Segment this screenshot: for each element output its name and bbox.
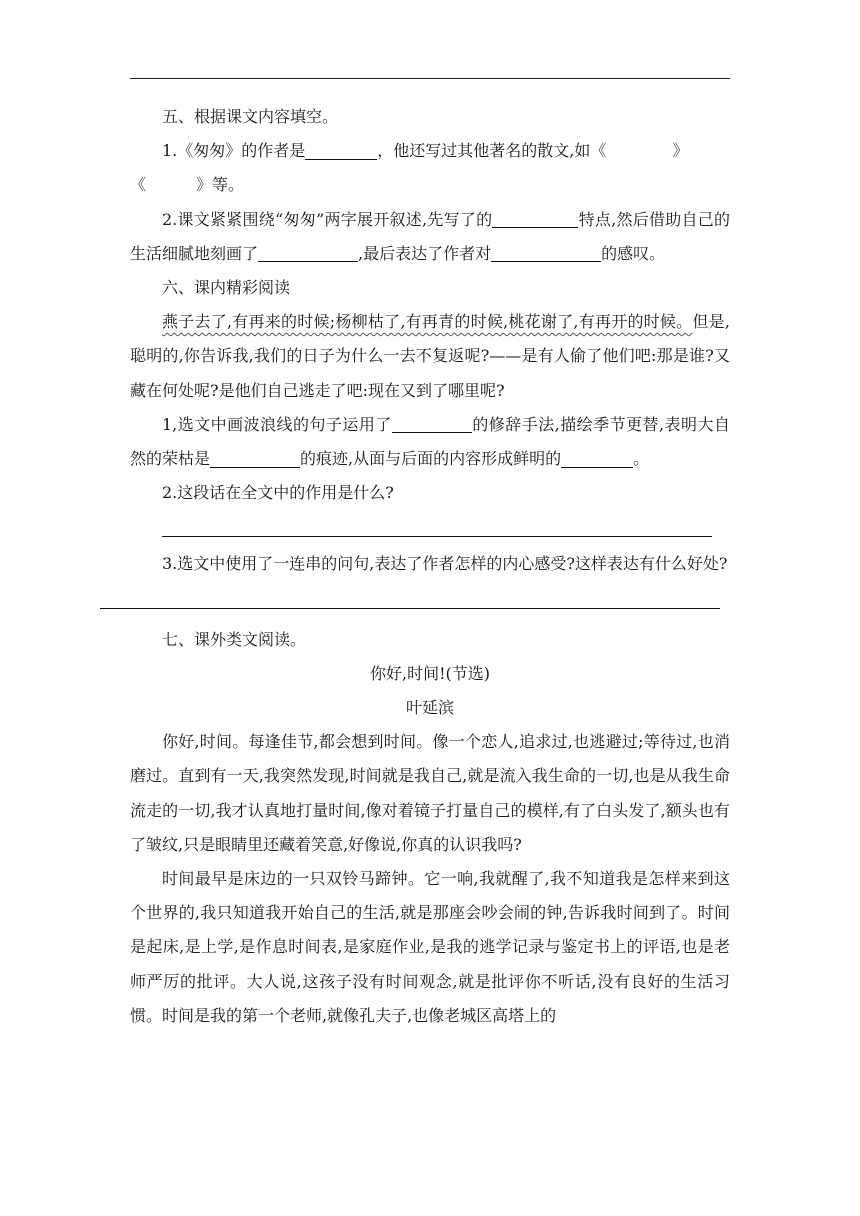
q1-text-d: 《 (130, 175, 147, 195)
answer-blank[interactable] (561, 450, 633, 468)
section-5-question-2 (130, 203, 730, 271)
answer-line[interactable] (162, 510, 712, 537)
section-6-title: 六、课内精彩阅读 (162, 278, 291, 298)
section-6-question-1 (130, 408, 730, 476)
header-rule (130, 78, 730, 79)
answer-line[interactable] (100, 582, 720, 609)
wavy-underlined-sentence: 燕子去了,有再来的时候;杨柳枯了,有再青的时候,桃花谢了,有再开的时候。 (162, 312, 693, 332)
article-paragraph-1: 你好,时间。每逢佳节,都会想到时间。像一个恋人,追求过,也逃避过;等待过,也消磨过。直到有一天,我突然发现,时间就是我自己,就是流入我生命的一切,也是从我生命流走的一切,我才认真地打量时间,像对着镜子打量自己的模样,有了白头发了,额头也有了皱纹,只是眼睛里还藏着笑意,好像说,你真的认识我吗? (130, 732, 730, 854)
q1-text-a: 1.《匆匆》的作者是 (162, 141, 306, 161)
article-author: 叶延滨 (405, 698, 454, 718)
answer-blank[interactable] (305, 142, 377, 160)
reading-passage (130, 305, 730, 408)
worksheet-content (130, 100, 730, 1033)
passage-rest: 但是,聪明的,你告诉我,我们的日子为什么一去不复返呢?——是有人偷了他们吧:那是谁?又藏在何处呢?是他们自己逃走了吧:现在又到了哪里呢? (130, 312, 730, 400)
s6-q1-text-b: 的修辞手法,描绘季节更替,表明大自然的荣枯是 (130, 414, 730, 469)
s6-q1-text-c: 的痕迹,从面与后面的内容形成鲜明的 (300, 449, 562, 469)
article-title: 你好,时间!(节选) (369, 663, 490, 683)
section-7-title: 七、课外类文阅读。 (162, 629, 307, 649)
q2-text-c: ,最后表达了作者对 (358, 243, 492, 263)
s6-q1-text-a: 1,选文中画波浪线的句子运用了 (162, 414, 392, 434)
q1-text-e: 》等。 (196, 175, 245, 195)
section-6-question-3: 3.选文中使用了一连串的问句,表达了作者怎样的内心感受?这样表达有什么好处? (162, 554, 728, 574)
q2-text-d: 的感叹。 (601, 243, 666, 263)
s6-q1-text-d: 。 (633, 449, 650, 469)
q1-text-c: 》 (672, 141, 689, 161)
q2-text-a: 2.课文紧紧围绕“匆匆”两字展开叙述,先写了的 (162, 209, 493, 229)
answer-blank[interactable] (392, 416, 472, 434)
q1-text-b: ，他还写过其他著名的散文,如《 (377, 141, 607, 161)
answer-blank[interactable] (491, 245, 601, 263)
section-5-title: 五、根据课文内容填空。 (162, 107, 339, 126)
answer-blank[interactable] (210, 450, 300, 468)
article-paragraph-2: 时间最早是床边的一只双铃马蹄钟。它一响,我就醒了,我不知道我是怎样来到这个世界的,我只知道我开始自己的生活,就是那座会吵会闹的钟,告诉我时间到了。时间是起床,是上学,是作息时间表,是家庭作业,是我的逃学记录与鉴定书上的评语,也是老师严厉的批评。大人说,这孩子没有时间观念,就是批评你不听话,没有良好的生活习惯。时间是我的第一个老师,就像孔夫子,也像老城区高塔上的 (130, 869, 730, 1025)
answer-blank[interactable] (492, 210, 578, 228)
section-5-question-1 (130, 134, 730, 202)
answer-blank[interactable] (258, 245, 358, 263)
section-6-question-2: 2.这段话在全文中的作用是什么? (162, 483, 394, 503)
q2-text-b: 特点,然后借助自己的生活细腻地刻画了 (130, 209, 730, 263)
